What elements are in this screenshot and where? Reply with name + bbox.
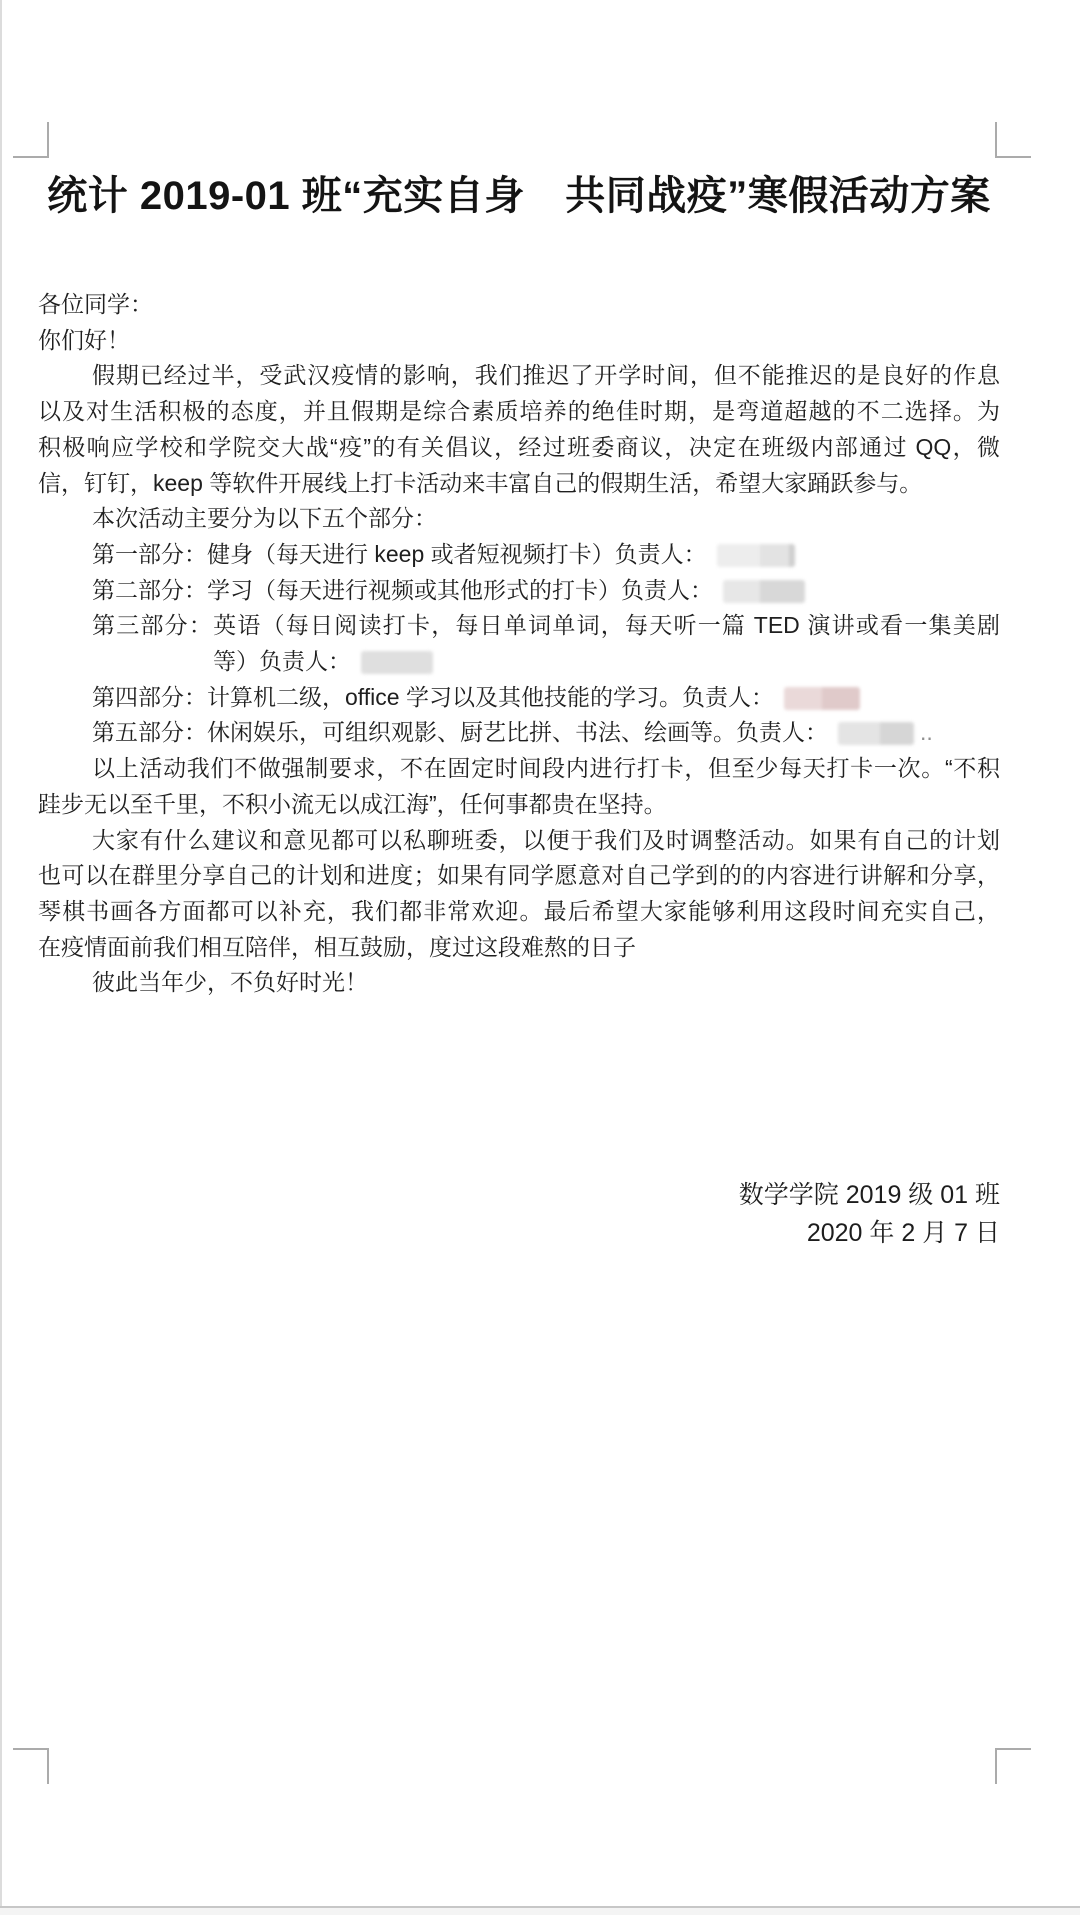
doc-line: 跬步无以至千里，不积小流无以成江海”，任何事都贵在坚持。 — [38, 790, 667, 817]
redacted-name-blur — [717, 544, 795, 567]
doc-line-text: 第五部分：休闲娱乐，可组织观影、厨艺比拼、书法、绘画等。负责人： — [92, 719, 828, 746]
doc-line-text: 等）负责人： — [213, 648, 351, 675]
doc-line-closing: 彼此当年少，不负好时光！ — [92, 969, 368, 996]
signature-unit-line: 数学学院 2019 级 01 班 — [738, 1181, 1000, 1209]
doc-line-greeting: 你们好！ — [38, 326, 130, 353]
doc-line-salutation: 各位同学： — [38, 291, 153, 317]
redacted-name-blur — [361, 651, 433, 674]
doc-line-part-5 — [38, 715, 1000, 751]
doc-line-part-3: 第三部分：英语（每日阅读打卡，每日单词单词，每天听一篇 TED 演讲或看一集美剧 — [92, 612, 1000, 639]
doc-line: 在疫情面前我们相互陪伴，相互鼓励，度过这段难熬的日子 — [38, 933, 636, 960]
doc-line-part-2 — [38, 573, 1000, 609]
doc-line-part-1 — [38, 537, 1000, 573]
crop-mark-top-left-icon — [13, 122, 49, 158]
redacted-name-blur — [723, 580, 805, 603]
doc-line-text: 第一部分：健身（每天进行 keep 或者短视频打卡）负责人： — [92, 540, 707, 567]
redacted-name-blur — [784, 687, 860, 710]
doc-line: 本次活动主要分为以下五个部分： — [92, 505, 437, 532]
redacted-name-blur — [838, 722, 914, 745]
doc-line-suffix: .. — [920, 719, 933, 746]
signature-block — [38, 1176, 1000, 1252]
crop-mark-bottom-right-icon — [995, 1748, 1031, 1784]
doc-line-text: 第二部分：学习（每天进行视频或其他形式的打卡）负责人： — [92, 576, 713, 603]
doc-line: 信，钉钉，keep 等软件开展线上打卡活动来丰富自己的假期生活，希望大家踊跃参与。 — [38, 469, 923, 496]
doc-line-text: 第四部分：计算机二级，office 学习以及其他技能的学习。负责人： — [92, 683, 774, 710]
doc-line: 也可以在群里分享自己的计划和进度；如果有同学愿意对自己学到的的内容进行讲解和分享， — [38, 862, 1000, 889]
doc-title: 统计 2019-01 班“充实自身 共同战疫”寒假活动方案 — [47, 174, 991, 218]
crop-mark-top-right-icon — [995, 122, 1031, 158]
doc-line: 以及对生活积极的态度，并且假期是综合素质培养的绝佳时期，是弯道超越的不二选择。为 — [38, 398, 1000, 425]
doc-body — [38, 287, 1000, 1001]
signature-date-line: 2020 年 2 月 7 日 — [806, 1219, 1000, 1247]
doc-line: 以上活动我们不做强制要求，不在固定时间段内进行打卡，但至少每天打卡一次。“不积 — [92, 755, 1000, 782]
doc-line: 大家有什么建议和意见都可以私聊班委，以便于我们及时调整活动。如果有自己的计划 — [92, 826, 1000, 853]
page-left-edge — [0, 0, 2, 1915]
doc-line-part-4 — [38, 680, 1000, 716]
below-page-strip — [0, 1908, 1080, 1915]
doc-line: 积极响应学校和学院交大战“疫”的有关倡议，经过班委商议，决定在班级内部通过 QQ，微 — [38, 433, 1000, 460]
doc-line-part-3-cont — [38, 644, 1000, 680]
doc-line: 假期已经过半，受武汉疫情的影响，我们推迟了开学时间，但不能推迟的是良好的作息 — [92, 362, 1000, 389]
crop-mark-bottom-left-icon — [13, 1748, 49, 1784]
doc-line: 琴棋书画各方面都可以补充，我们都非常欢迎。最后希望大家能够利用这段时间充实自己， — [38, 897, 1000, 924]
